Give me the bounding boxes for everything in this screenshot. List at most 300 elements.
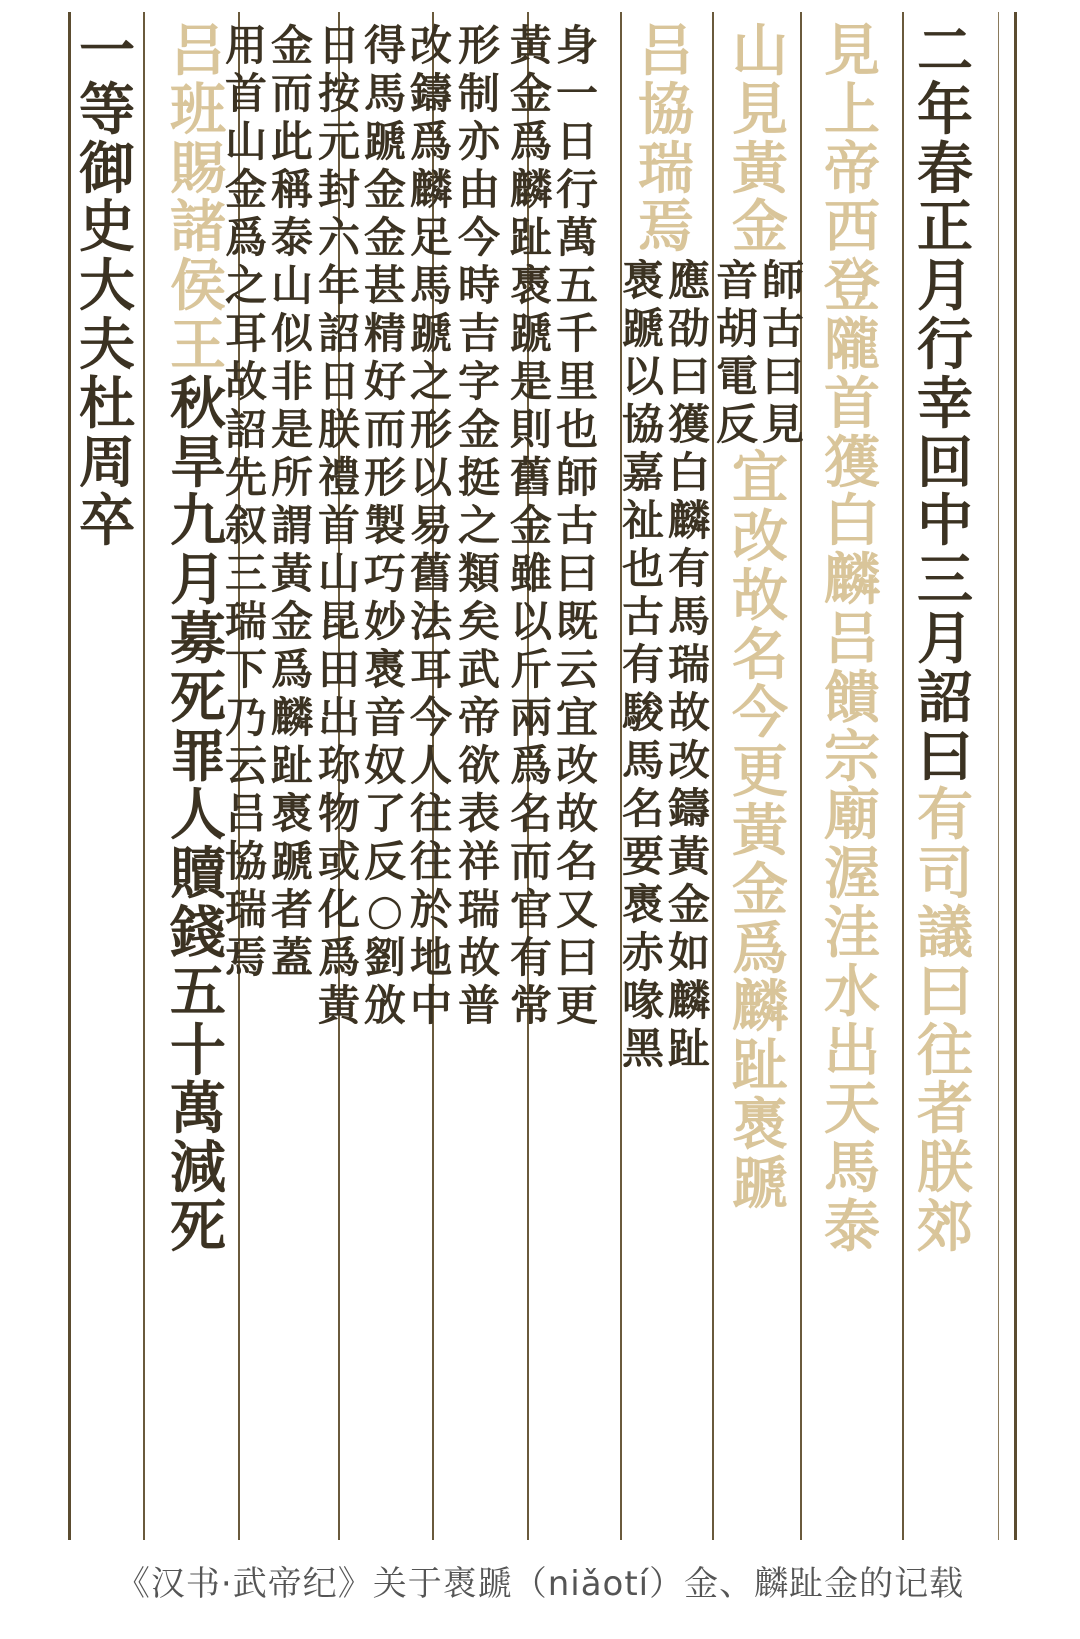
note-char: 麟: [667, 976, 710, 1026]
note-char: 喙: [621, 976, 664, 1026]
glyph: 郊: [917, 1193, 973, 1260]
note-char: 胡: [715, 304, 758, 354]
glyph: 蹏: [409, 309, 452, 358]
glyph: 年: [917, 76, 973, 143]
highlighted-text-segment: [636, 18, 696, 261]
glyph: 巧: [363, 549, 406, 598]
column-rule: [998, 12, 999, 1540]
glyph: 金: [732, 856, 788, 923]
glyph: 而: [270, 69, 313, 118]
glyph: 制: [457, 69, 500, 118]
note-char: 有: [621, 640, 664, 690]
glyph: 師: [555, 453, 598, 502]
note-char: 曰: [667, 352, 710, 402]
glyph: 諸: [170, 194, 226, 261]
glyph: 死: [170, 1193, 226, 1260]
glyph: 鑄: [409, 69, 452, 118]
glyph: 由: [457, 165, 500, 214]
glyph: 日: [317, 357, 360, 406]
glyph: 地: [409, 933, 452, 982]
glyph: 首: [317, 501, 360, 550]
glyph: 音: [363, 693, 406, 742]
highlighted-text-segment: [168, 18, 228, 378]
note-char: 鑄: [667, 784, 710, 834]
glyph: 中: [917, 488, 973, 555]
glyph: 金: [457, 405, 500, 454]
column-rule: [143, 12, 145, 1540]
highlighted-text-segment: [915, 782, 975, 1260]
glyph: 字: [457, 357, 500, 406]
glyph: 回: [917, 429, 973, 496]
text-segment: [363, 22, 407, 1030]
note-char: 駿: [621, 688, 664, 738]
note-char: 也: [621, 544, 664, 594]
glyph: 改: [555, 741, 598, 790]
glyph: 耳: [409, 645, 452, 694]
glyph: 昆: [317, 597, 360, 646]
glyph: 矣: [457, 597, 500, 646]
glyph: 山: [270, 261, 313, 310]
glyph: 普: [457, 981, 500, 1030]
glyph: 募: [170, 605, 226, 672]
note-line: [621, 257, 665, 1073]
glyph: 叙: [224, 501, 267, 550]
glyph: 萬: [170, 1076, 226, 1143]
note-char: 馬: [667, 592, 710, 642]
glyph: 人: [170, 782, 226, 849]
glyph: 宗: [824, 723, 880, 790]
glyph: 麟: [824, 547, 880, 614]
glyph: 天: [824, 1076, 880, 1143]
glyph: 所: [270, 453, 313, 502]
glyph: 曰: [917, 723, 973, 790]
glyph: 好: [363, 357, 406, 406]
glyph: 里: [555, 357, 598, 406]
glyph: 化: [317, 885, 360, 934]
glyph: 故: [224, 357, 267, 406]
glyph: 以: [509, 597, 552, 646]
glyph: 趾: [732, 1033, 788, 1100]
glyph: 協: [224, 837, 267, 886]
glyph: 蹏: [363, 117, 406, 166]
glyph: 金: [270, 21, 313, 70]
glyph: 金: [224, 165, 267, 214]
glyph: 物: [317, 789, 360, 838]
glyph: 法: [409, 597, 452, 646]
glyph: 幸: [917, 370, 973, 437]
glyph: 稱: [270, 165, 313, 214]
glyph: 一: [79, 18, 135, 84]
glyph: 先: [224, 453, 267, 502]
glyph: 官: [509, 885, 552, 934]
glyph: 改: [409, 21, 452, 70]
glyph: 是: [270, 405, 313, 454]
glyph: 麟: [409, 165, 452, 214]
glyph: 詔: [317, 309, 360, 358]
glyph: 瑞: [224, 885, 267, 934]
glyph: 千: [555, 309, 598, 358]
glyph: 贖: [170, 841, 226, 908]
glyph: 黃: [270, 549, 313, 598]
glyph: 秋: [170, 370, 226, 437]
note-char: 以: [621, 352, 664, 402]
note-char: 有: [667, 544, 710, 594]
glyph: 時: [457, 261, 500, 310]
highlighted-text-segment: [730, 445, 790, 1217]
glyph: 舊: [409, 549, 452, 598]
note-char: 馬: [621, 736, 664, 786]
glyph: 班: [170, 76, 226, 143]
glyph: 泰: [824, 1193, 880, 1260]
glyph: 馬: [363, 69, 406, 118]
glyph: 月: [917, 605, 973, 672]
glyph: 山: [732, 18, 788, 84]
glyph: 登: [824, 253, 880, 320]
glyph: 首: [224, 69, 267, 118]
text-segment: [555, 22, 599, 1030]
glyph: 故: [732, 562, 788, 629]
glyph: 山: [224, 117, 267, 166]
glyph: 表: [457, 789, 500, 838]
note-char: 褭: [621, 880, 664, 930]
glyph: 而: [509, 837, 552, 886]
glyph: 以: [409, 453, 452, 502]
glyph: 麟: [270, 693, 313, 742]
glyph: 者: [270, 885, 313, 934]
glyph: 詔: [917, 664, 973, 731]
glyph: 卒: [79, 488, 135, 555]
glyph: 山: [317, 549, 360, 598]
glyph: 金: [509, 501, 552, 550]
glyph: 周: [79, 429, 135, 496]
glyph: 罪: [170, 723, 226, 790]
glyph: 六: [317, 213, 360, 262]
glyph: 蹏: [732, 1150, 788, 1217]
glyph: 按: [317, 69, 360, 118]
note-char: 蹏: [621, 304, 664, 354]
glyph: 黃: [509, 21, 552, 70]
glyph: 金: [509, 69, 552, 118]
glyph: 司: [917, 841, 973, 908]
glyph: 首: [824, 370, 880, 437]
glyph: 帝: [457, 693, 500, 742]
glyph: 正: [917, 194, 973, 261]
glyph: 了: [363, 789, 406, 838]
glyph: 有: [509, 933, 552, 982]
glyph: 詔: [224, 405, 267, 454]
note-char: 瑞: [667, 640, 710, 690]
column-rule: [712, 12, 714, 1540]
glyph: 曰: [555, 549, 598, 598]
glyph: 曰: [555, 933, 598, 982]
glyph: 蹏: [509, 309, 552, 358]
glyph: 一: [555, 69, 598, 118]
glyph: 既: [555, 597, 598, 646]
glyph: 二: [917, 18, 973, 84]
glyph: 瑞: [638, 135, 694, 202]
column-rule: [800, 12, 802, 1540]
glyph: 用: [224, 21, 267, 70]
column-rule: [902, 12, 904, 1540]
glyph: 褭: [509, 261, 552, 310]
note-char: 赤: [621, 928, 664, 978]
glyph: 得: [363, 21, 406, 70]
glyph: 月: [917, 253, 973, 320]
glyph: 夫: [79, 311, 135, 378]
note-char: 應: [667, 256, 710, 306]
glyph: 此: [270, 117, 313, 166]
glyph: 之: [409, 357, 452, 406]
glyph: 吕: [224, 789, 267, 838]
glyph: 形: [457, 21, 500, 70]
glyph: 泰: [270, 213, 313, 262]
glyph: 往: [917, 1017, 973, 1084]
glyph: 出: [824, 1017, 880, 1084]
glyph: 中: [409, 981, 452, 1030]
glyph: 足: [409, 213, 452, 262]
glyph: 出: [317, 693, 360, 742]
glyph: 隴: [824, 311, 880, 378]
glyph: 封: [317, 165, 360, 214]
caption: 《汉书·武帝纪》关于褭蹏（niǎotí）金、麟趾金的记载: [115, 1564, 965, 1604]
glyph: 雖: [509, 549, 552, 598]
glyph: 五: [555, 261, 598, 310]
glyph: 下: [224, 645, 267, 694]
glyph: 易: [409, 501, 452, 550]
glyph: 劉: [363, 933, 406, 982]
glyph: 亦: [457, 117, 500, 166]
glyph: 吕: [824, 605, 880, 672]
glyph: 三: [917, 547, 973, 614]
glyph: 古: [555, 501, 598, 550]
glyph: 日: [317, 21, 360, 70]
glyph: 祥: [457, 837, 500, 886]
glyph: 是: [509, 357, 552, 406]
glyph: 挺: [457, 453, 500, 502]
glyph: 今: [409, 693, 452, 742]
glyph: 麟: [509, 165, 552, 214]
glyph: 饋: [824, 664, 880, 731]
note-char: 嘉: [621, 448, 664, 498]
glyph: 吕: [638, 18, 694, 84]
glyph: 宜: [732, 445, 788, 512]
note-line: [667, 257, 711, 1073]
glyph: 春: [917, 135, 973, 202]
glyph: 九: [170, 488, 226, 555]
glyph: 之: [457, 501, 500, 550]
glyph: 形: [363, 453, 406, 502]
note-char: 白: [667, 448, 710, 498]
glyph: 非: [270, 357, 313, 406]
glyph: 朕: [317, 405, 360, 454]
glyph: 褭: [270, 789, 313, 838]
glyph: 名: [732, 621, 788, 688]
glyph: 萬: [555, 213, 598, 262]
glyph: 斤: [509, 645, 552, 694]
glyph: 白: [824, 488, 880, 555]
glyph: 黃: [732, 135, 788, 202]
note-char: 故: [667, 688, 710, 738]
text-segment: [915, 18, 975, 790]
glyph: 爲: [732, 915, 788, 982]
glyph: 賜: [170, 135, 226, 202]
glyph: 甚: [363, 261, 406, 310]
text-segment: [168, 370, 228, 1260]
glyph: 御: [79, 135, 135, 202]
glyph: 侯: [170, 253, 226, 320]
glyph: 死: [170, 664, 226, 731]
glyph: 行: [555, 165, 598, 214]
glyph: 等: [79, 76, 135, 143]
glyph: 協: [638, 76, 694, 143]
glyph: 三: [224, 549, 267, 598]
glyph: 年: [317, 261, 360, 310]
text-segment: [270, 22, 314, 982]
glyph: 故: [457, 933, 500, 982]
note-char: 名: [621, 784, 664, 834]
note-char: 麟: [667, 496, 710, 546]
glyph: 往: [409, 837, 452, 886]
glyph: 渥: [824, 841, 880, 908]
glyph: 議: [917, 899, 973, 966]
glyph: 洼: [824, 899, 880, 966]
glyph: 大: [79, 253, 135, 320]
text-segment: [317, 22, 361, 1030]
glyph: 褭: [732, 1091, 788, 1158]
note-char: 黃: [667, 832, 710, 882]
glyph: 錢: [170, 899, 226, 966]
glyph: 黃: [732, 797, 788, 864]
glyph: 朕: [917, 1135, 973, 1202]
glyph: 更: [732, 739, 788, 806]
glyph: 今: [457, 213, 500, 262]
glyph: 爲: [224, 213, 267, 262]
glyph: 日: [555, 117, 598, 166]
glyph: 往: [409, 789, 452, 838]
glyph: 武: [457, 645, 500, 694]
column-rule: [68, 12, 71, 1540]
glyph: 云: [224, 741, 267, 790]
glyph: 見: [732, 76, 788, 143]
glyph: 今: [732, 680, 788, 747]
glyph: 改: [732, 503, 788, 570]
glyph: 宜: [555, 693, 598, 742]
glyph: 史: [79, 194, 135, 261]
glyph: 妙: [363, 597, 406, 646]
note-char: 金: [667, 880, 710, 930]
glyph: 云: [555, 645, 598, 694]
glyph: 上: [824, 76, 880, 143]
note-char: 電: [715, 352, 758, 402]
glyph: 爲: [317, 933, 360, 982]
glyph: 焉: [224, 933, 267, 982]
note-char: 協: [621, 400, 664, 450]
glyph: 趾: [270, 741, 313, 790]
glyph: 金: [732, 194, 788, 261]
glyph: 王: [170, 311, 226, 378]
glyph: 瑞: [457, 885, 500, 934]
note-char: 要: [621, 832, 664, 882]
glyph: 金: [363, 165, 406, 214]
glyph: 則: [509, 405, 552, 454]
glyph: 吉: [457, 309, 500, 358]
glyph: 旱: [170, 429, 226, 496]
glyph: 乃: [224, 693, 267, 742]
note-line: [715, 257, 759, 449]
glyph: 製: [363, 501, 406, 550]
note-line: [761, 257, 805, 449]
text-segment: [77, 18, 137, 555]
glyph: 元: [317, 117, 360, 166]
glyph: 爲: [409, 117, 452, 166]
glyph: 趾: [509, 213, 552, 262]
note-char: 古: [761, 304, 804, 354]
glyph: 焉: [638, 194, 694, 261]
glyph: 月: [170, 547, 226, 614]
glyph: 褭: [363, 645, 406, 694]
glyph: 謂: [270, 501, 313, 550]
glyph: 故: [555, 789, 598, 838]
highlighted-text-segment: [730, 18, 790, 261]
glyph: 似: [270, 309, 313, 358]
glyph: 水: [824, 958, 880, 1025]
note-char: 劭: [667, 304, 710, 354]
glyph: 西: [824, 194, 880, 261]
glyph: 形: [409, 405, 452, 454]
glyph: 者: [917, 1076, 973, 1143]
glyph: 常: [509, 981, 552, 1030]
glyph: 爲: [509, 117, 552, 166]
highlighted-text-segment: [822, 18, 882, 1260]
glyph: 蓋: [270, 933, 313, 982]
glyph: 金: [363, 213, 406, 262]
text-segment: [409, 22, 453, 1030]
glyph: 耳: [224, 309, 267, 358]
note-char: 音: [715, 256, 758, 306]
note-char: 褭: [621, 256, 664, 306]
text-segment: [509, 22, 553, 1030]
glyph: 十: [170, 1017, 226, 1084]
glyph: 之: [224, 261, 267, 310]
glyph: 名: [509, 789, 552, 838]
glyph: 吕: [170, 18, 226, 84]
glyph: 類: [457, 549, 500, 598]
glyph: 於: [409, 885, 452, 934]
glyph: 兩: [509, 693, 552, 742]
glyph: 五: [170, 958, 226, 1025]
text-segment: [224, 22, 268, 982]
glyph: 曰: [917, 958, 973, 1025]
glyph: 爲: [509, 741, 552, 790]
note-char: 見: [761, 400, 804, 450]
note-char: 獲: [667, 400, 710, 450]
note-char: 曰: [761, 352, 804, 402]
glyph: 又: [555, 885, 598, 934]
glyph: 名: [555, 837, 598, 886]
glyph: 人: [409, 741, 452, 790]
glyph: 金: [270, 597, 313, 646]
glyph: 蹏: [270, 837, 313, 886]
glyph: 攽: [363, 981, 406, 1030]
glyph: 黃: [317, 981, 360, 1030]
note-char: 改: [667, 736, 710, 786]
glyph: 或: [317, 837, 360, 886]
glyph: 獲: [824, 429, 880, 496]
glyph: 奴: [363, 741, 406, 790]
glyph: 欲: [457, 741, 500, 790]
note-char: 趾: [667, 1024, 710, 1074]
glyph: 精: [363, 309, 406, 358]
